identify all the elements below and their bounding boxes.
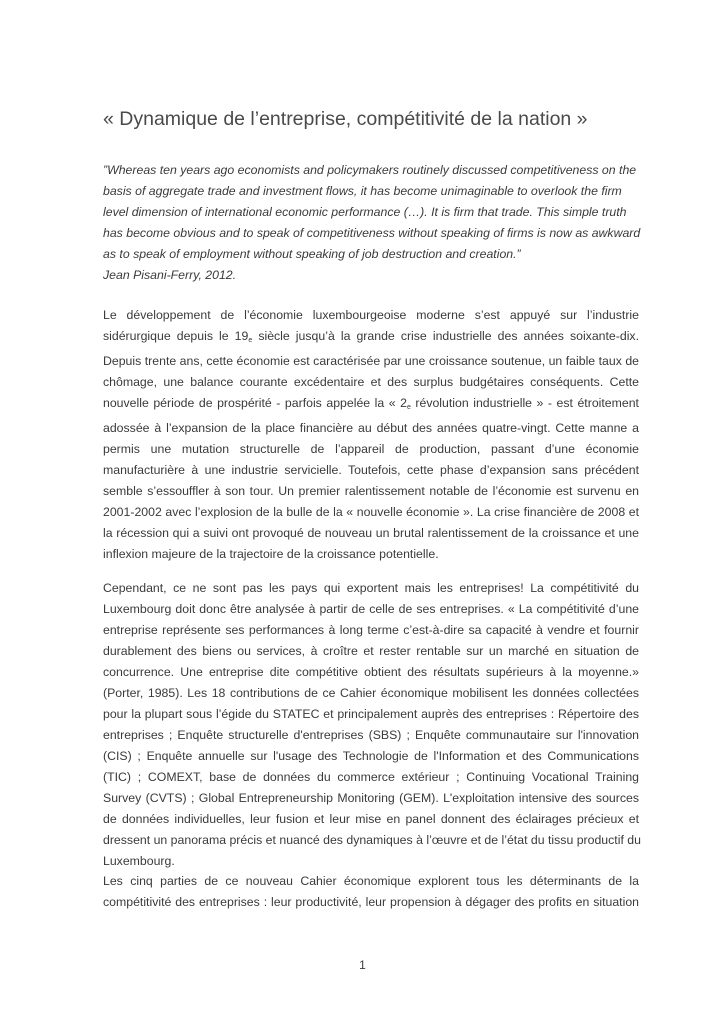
paragraph-line: entreprises ; Enquête structurelle d'entreprises (SBS) ; Enquête communautaire sur l'innovation	[103, 728, 639, 742]
paragraph-line: Luxembourg.	[103, 854, 175, 868]
paragraph-line: Cependant, ce ne sont pas les pays qui exportent mais les entreprises! La compétitivité du	[103, 581, 639, 595]
paragraph-line	[103, 393, 639, 418]
paragraph-line: compétitivité des entreprises : leur productivité, leur propension à dégager des profits en situation	[103, 895, 639, 909]
paragraph-line: concurrence. Une entreprise dite compétitive obtient des résultats supérieurs à la moyenne.»	[103, 665, 639, 679]
epigraph-line: has become obvious and to speak of competitiveness without speaking of firms is now as awkward	[103, 226, 641, 240]
paragraph-line: la récession qui a suivi ont provoqué de nouveau un brutal ralentissement de la croissance et une	[103, 526, 639, 540]
page-title: « Dynamique de l’entreprise, compétitivité de la nation »	[103, 108, 588, 130]
paragraph-line: Luxembourg doit donc être analysée à partir de celle de ses entreprises. « La compétitivité d’une	[103, 602, 639, 616]
paragraph-line: Survey (CVTS) ; Global Entrepreneurship Monitoring (GEM). L'exploitation intensive des sources	[103, 791, 639, 805]
paragraph-line: (TIC) ; COMEXT, base de données du commerce extérieur ; Continuing Vocational Training	[103, 770, 639, 784]
page-number: 1	[359, 958, 366, 972]
paragraph-line: durablement des biens ou services, à croître et rester rentable sur un marché en situation de	[103, 644, 639, 658]
paragraph-line: de données individuelles, leur fusion et leur mise en panel donnent des éclairages précieux et	[103, 812, 639, 826]
paragraph-line: Le développement de l’économie luxembourgeoise moderne s’est appuyé sur l’industrie	[103, 308, 639, 322]
paragraph-line: (CIS) ; Enquête annuelle sur l'usage des Technologie de l'Information et des Communications	[103, 749, 639, 763]
epigraph-line: as to speak of employment without speaking of job destruction and creation.”	[103, 247, 521, 261]
line-text: révolution industrielle » - est étroitement	[415, 396, 639, 410]
paragraph-line: (Porter, 1985). Les 18 contributions de ce Cahier économique mobilisent les données collectées	[103, 686, 639, 700]
epigraph-author: Jean Pisani-Ferry, 2012.	[103, 268, 237, 282]
paragraph-line: Les cinq parties de ce nouveau Cahier économique explorent tous les déterminants de la	[103, 874, 639, 888]
paragraph-line: Depuis trente ans, cette économie est caractérisée par une croissance soutenue, un faible taux de	[103, 354, 639, 368]
epigraph	[103, 160, 639, 286]
paragraph-line: permis une mutation structurelle de l’appareil de production, passant d’une économie	[103, 442, 639, 456]
paragraph-2	[103, 578, 639, 872]
ordinal-suffix: e	[406, 404, 411, 411]
line-text: sidérurgique depuis le 19	[103, 329, 249, 343]
paragraph-line: dressent un panorama précis et nuancé des dynamiques à l’œuvre et de l’état du tissu productif du	[103, 833, 641, 847]
ordinal-suffix: e	[248, 337, 253, 344]
paragraph-line: semble s’essouffler à son tour. Un premier ralentissement notable de l’économie est survenu en	[103, 484, 639, 498]
epigraph-line: basis of aggregate trade and investment flows, it has become unimaginable to overlook the firm	[103, 184, 622, 198]
epigraph-line: ”Whereas ten years ago economists and policymakers routinely discussed competitiveness on the	[103, 163, 637, 177]
paragraph-line: inflexion majeure de la trajectoire de la croissance potentielle.	[103, 547, 439, 561]
paragraph-line: manufacturière à une industrie servicielle. Toutefois, cette phase d’expansion sans précédent	[103, 463, 639, 477]
epigraph-line: level dimension of international economic performance (…). It is firm that trade. This simple truth	[103, 205, 627, 219]
paragraph-line	[103, 326, 639, 351]
paragraph-line: entreprise représente ses performances à long terme c’est-à-dire sa capacité à vendre et fournir	[103, 623, 639, 637]
line-text: siècle jusqu’à la grande crise industrielle des années soixante-dix.	[258, 329, 639, 343]
paragraph-line: 2001-2002 avec l’explosion de la bulle de la « nouvelle économie ». La crise financière de 2008 et	[103, 505, 639, 519]
paragraph-line: chômage, une balance courante excédentaire et des surplus budgétaires conséquents. Cette	[103, 375, 639, 389]
paragraph-1	[103, 305, 639, 565]
paragraph-line: adossée à l’expansion de la place financière au début des années quatre-vingt. Cette manne a	[103, 421, 639, 435]
paragraph-line: pour la plupart sous l’égide du STATEC et principalement auprès des entreprises : Répertoire des	[103, 707, 639, 721]
paragraph-3	[103, 871, 639, 913]
line-text: nouvelle période de prospérité - parfois appelée la « 2	[103, 396, 407, 410]
